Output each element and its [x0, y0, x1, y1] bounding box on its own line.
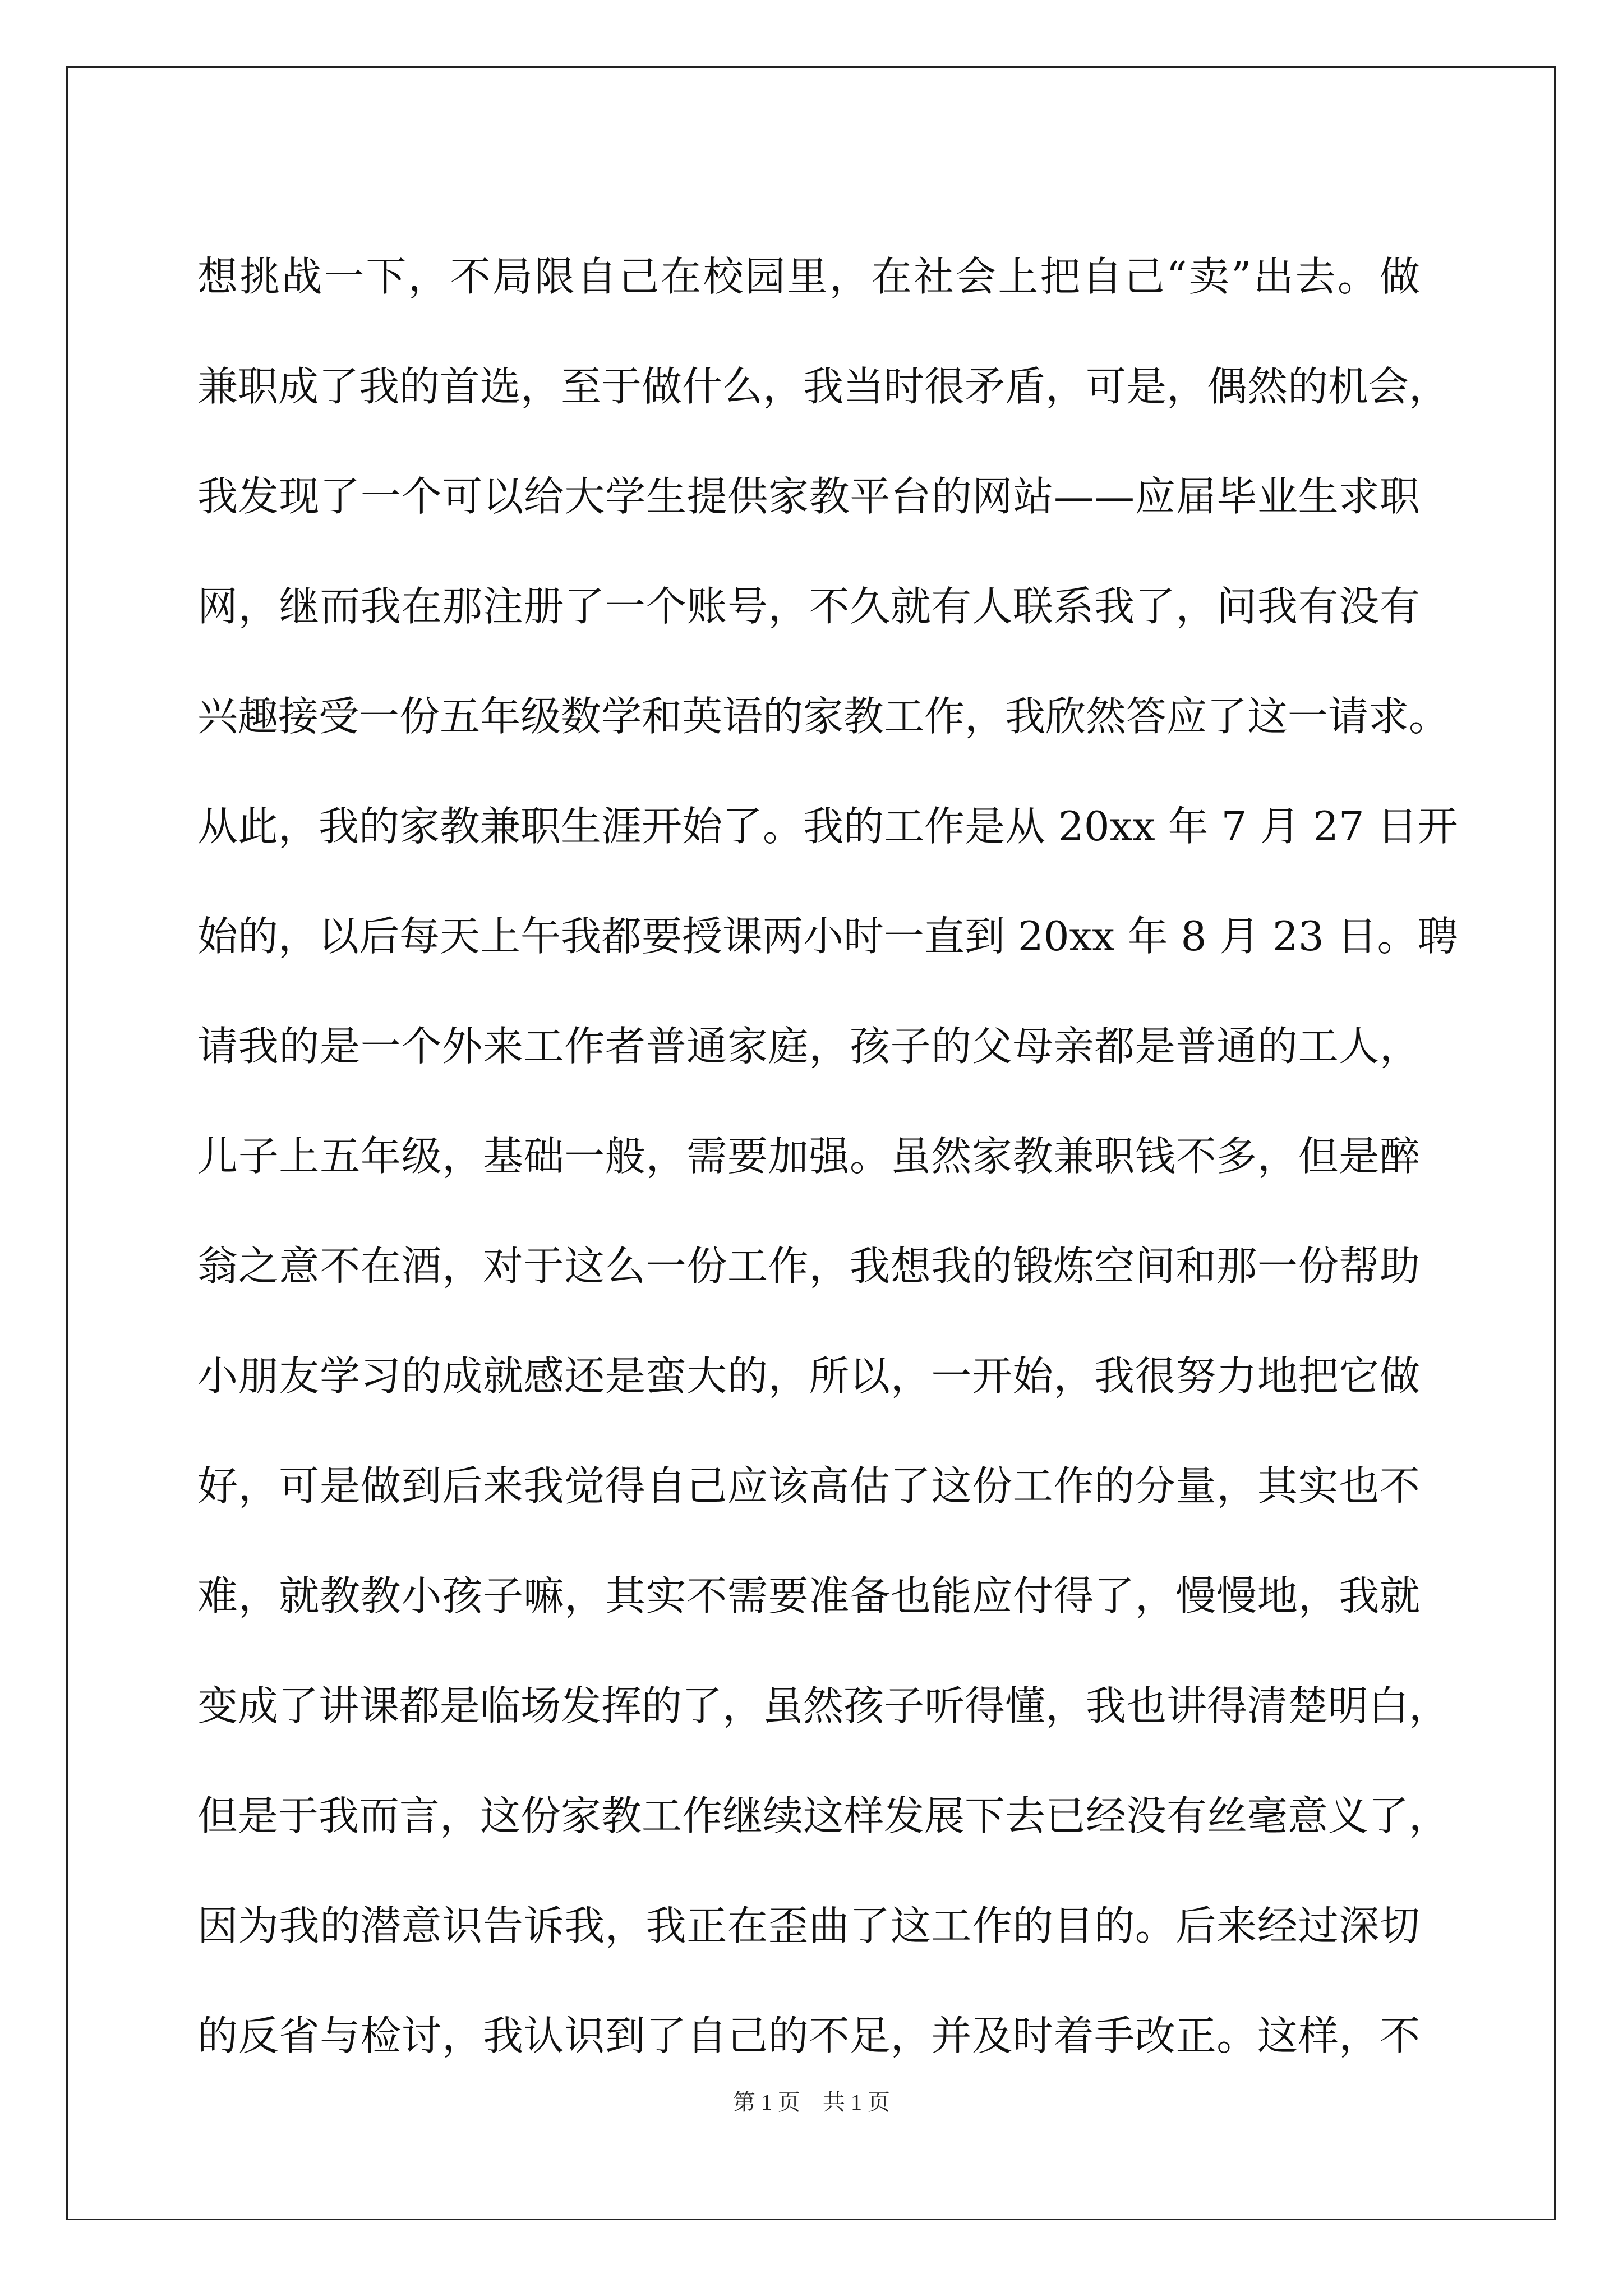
text-line-2: 兼职成了我的首选，至于做什么，我当时很矛盾，可是，偶然的机会， [197, 363, 1450, 410]
text-line-14: 变成了讲课都是临场发挥的了，虽然孩子听得懂，我也讲得清楚明白， [197, 1682, 1450, 1729]
text-line-13: 难，就教教小孩子嘛，其实不需要准备也能应付得了，慢慢地，我就 [197, 1572, 1420, 1619]
text-line-16: 因为我的潜意识告诉我，我正在歪曲了这工作的目的。后来经过深切 [197, 1902, 1420, 1949]
text-line-7: 始的，以后每天上午我都要授课两小时一直到 20xx 年 8 月 23 日。聘 [197, 913, 1458, 960]
text-line-11: 小朋友学习的成就感还是蛮大的，所以，一开始，我很努力地把它做 [197, 1352, 1420, 1400]
text-line-4: 网，继而我在那注册了一个账号，不久就有人联系我了，问我有没有 [197, 583, 1420, 630]
page-number: 第 1 页 共 1 页 [733, 2090, 890, 2115]
text-line-5: 兴趣接受一份五年级数学和英语的家教工作，我欣然答应了这一请求。 [197, 693, 1450, 740]
text-line-6: 从此，我的家教兼职生涯开始了。我的工作是从 20xx 年 7 月 27 日开 [197, 803, 1458, 850]
text-line-1: 想挑战一下，不局限自己在校园里，在社会上把自己“卖”出去。做 [197, 253, 1420, 300]
text-line-10: 翁之意不在酒，对于这么一份工作，我想我的锻炼空间和那一份帮助 [197, 1243, 1420, 1290]
text-line-12: 好，可是做到后来我觉得自己应该高估了这份工作的分量，其实也不 [197, 1462, 1420, 1510]
document-body [197, 222, 1458, 2091]
text-line-8: 请我的是一个外来工作者普通家庭，孩子的父母亲都是普通的工人， [197, 1023, 1420, 1070]
text-line-15: 但是于我而言，这份家教工作继续这样发展下去已经没有丝毫意义了， [197, 1792, 1450, 1839]
text-line-3: 我发现了一个可以给大学生提供家教平台的网站——应届毕业生求职 [197, 473, 1420, 520]
text-line-9: 儿子上五年级，基础一般，需要加强。虽然家教兼职钱不多，但是醉 [197, 1133, 1420, 1180]
text-line-17: 的反省与检讨，我认识到了自己的不足，并及时着手改正。这样，不 [197, 2012, 1420, 2059]
